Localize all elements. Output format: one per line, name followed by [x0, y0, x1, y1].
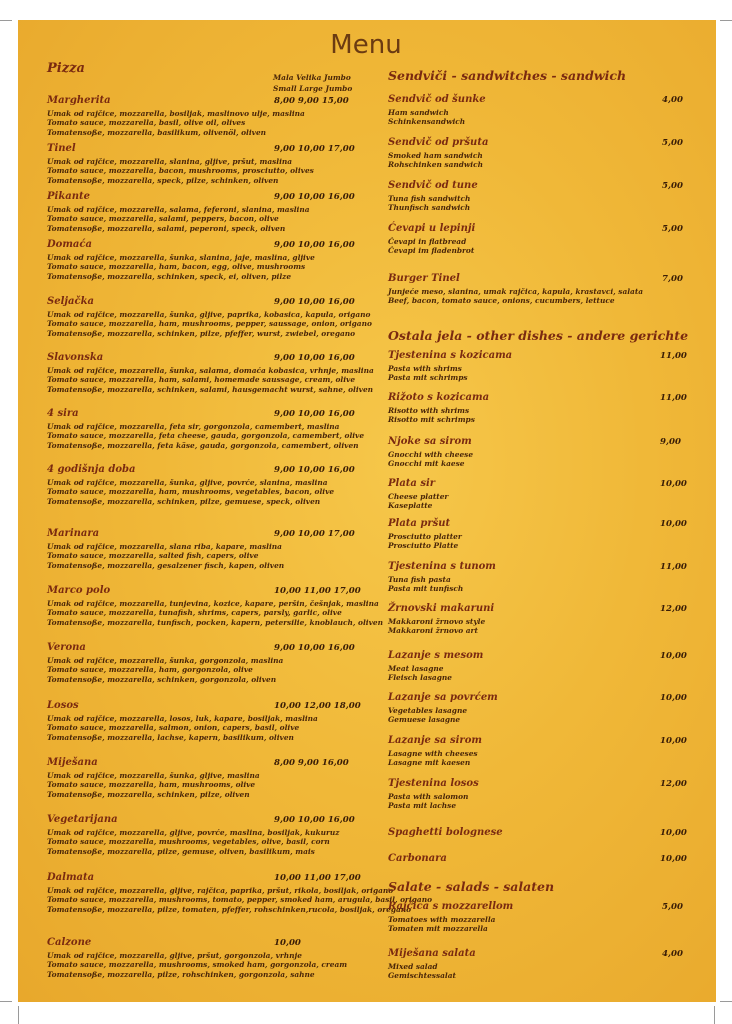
dish-item-description: [388, 492, 448, 511]
salad-item-name: Miješana salata: [388, 948, 476, 959]
description-line: Tomatensoße, mozzarella, tunfisch, pocken, kapern, petersilie, knoblauch, oliven: [47, 617, 383, 627]
dish-item-price: 11,00: [660, 562, 687, 572]
sandwich-item-price: 4,00: [662, 95, 683, 105]
pizza-item-name: Miješana: [47, 757, 98, 768]
other-dishes-heading: Ostala jela - other dishes - andere gerichte: [388, 328, 689, 343]
dish-item-name: Plata sir: [388, 478, 436, 489]
pizza-item-name: Pikante: [47, 191, 90, 202]
pizza-item-price: 9,00 10,00 16,00: [274, 643, 355, 653]
sandwich-item-description: [388, 194, 470, 213]
description-line: Tomato sauce, mozzarella, ham, salami, homemade saussage, cream, olive: [47, 375, 356, 385]
dish-item-description: [388, 706, 467, 725]
description-line: Tuna fish sandwitch: [388, 194, 471, 203]
description-line: Tomatensoße, mozzarella, lachse, kapern, basilikum, oliven: [47, 732, 294, 742]
description-line: Gemischtessalat: [388, 971, 456, 981]
description-line: Tomato sauce, mozzarella, ham, mushrooms, olive: [47, 780, 256, 790]
pizza-item-name: Vegetarijana: [47, 814, 118, 825]
description-line: Pasta with shrims: [388, 364, 462, 373]
pizza-item-description: [47, 714, 318, 742]
dish-item-price: 10,00: [660, 828, 687, 838]
pizza-item-description: [47, 542, 284, 570]
description-line: Tomatensoße, mozzarella, schinken, pilze, pfeffer, wurst, zwiebel, oregano: [47, 328, 356, 338]
description-line: Tomato sauce, mozzarella, salmon, onion, capers, basil, olive: [47, 723, 300, 733]
pizza-item-description: [47, 422, 364, 450]
size-label-local: Mala Velika Jumbo: [273, 73, 351, 82]
description-line: Smoked ham sandwich: [388, 151, 483, 160]
description-line: Tomato sauce, mozzarella, salted fish, capers, olive: [47, 551, 259, 561]
description-line: Tomatensoße, mozzarella, speck, pilze, schinken, oliven: [47, 175, 279, 185]
dish-item-name: Spaghetti bolognese: [388, 827, 503, 838]
pizza-item-name: Dalmata: [47, 872, 95, 883]
pizza-item-price: 10,00 12,00 18,00: [274, 701, 361, 711]
salad-item-description: [388, 962, 456, 981]
description-line: Tomato sauce, mozzarella, feta cheese, gauda, gorgonzola, camembert, olive: [47, 431, 365, 441]
description-line: Tomatensoße, mozzarella, schinken, pilze, gemuese, speck, oliven: [47, 496, 321, 506]
pizza-item-name: Slavonska: [47, 352, 104, 363]
sandwich-item-name: Sendvič od tune: [388, 180, 478, 191]
dish-item-price: 10,00: [660, 693, 687, 703]
description-line: Umak od rajčice, mozzarella, gljive, rajčica, paprika, pršut, rikola, bosiljak, origano: [47, 886, 394, 895]
sandwich-item-description: [388, 237, 474, 256]
sandwich-item-description: [388, 108, 465, 127]
description-line: Risotto with shrims: [388, 406, 470, 415]
salad-item-price: 5,00: [662, 902, 683, 912]
dish-item-price: 11,00: [660, 351, 687, 361]
pizza-item-name: Margherita: [47, 95, 111, 106]
description-line: Tomato sauce, mozzarella, ham, mushrooms, vegetables, bacon, olive: [47, 487, 335, 497]
description-line: Prosciutto platter: [388, 532, 462, 541]
description-line: Fleisch lasagne: [388, 673, 452, 683]
description-line: Tomatensoße, mozzarella, salami, peperoni, speck, oliven: [47, 223, 286, 233]
description-line: Umak od rajčice, mozzarella, feta sir, gorgonzola, camembert, maslina: [47, 422, 340, 431]
sandwich-item-description: [388, 151, 483, 170]
sandwich-item-name: Burger Tinel: [388, 273, 460, 284]
description-line: Umak od rajčice, mozzarella, gljive, povrće, maslina, bosiljak, kukuruz: [47, 828, 340, 837]
pizza-item-price: 9,00 10,00 16,00: [274, 409, 355, 419]
dish-item-price: 12,00: [660, 779, 687, 789]
pizza-item-description: [47, 771, 260, 799]
description-line: Umak od rajčice, mozzarella, gljive, pršut, gorgonzola, vrhnje: [47, 951, 302, 960]
pizza-item-name: Domaća: [47, 239, 92, 250]
pizza-item-price: 9,00 10,00 17,00: [274, 144, 355, 154]
pizza-item-price: 9,00 10,00 16,00: [274, 240, 355, 250]
description-line: Umak od rajčice, mozzarella, šunka, gljive, paprika, kobasica, kapula, origano: [47, 310, 371, 319]
description-line: Pasta mit schrimps: [388, 373, 468, 383]
description-line: Rohschinken sandwich: [388, 160, 483, 170]
description-line: Tomato sauce, mozzarella, mushrooms, vegetables, olive, basil, corn: [47, 837, 330, 847]
sandwich-item-name: Ćevapi u lepinji: [388, 223, 476, 234]
description-line: Tomatensoße, mozzarella, pilze, gemuse, oliven, basilikum, mais: [47, 846, 315, 856]
pizza-item-description: [47, 828, 340, 856]
pizza-item-price: 9,00 10,00 17,00: [274, 529, 355, 539]
dish-item-description: [388, 664, 452, 683]
pizza-item-price: 9,00 10,00 16,00: [274, 192, 355, 202]
description-line: Tomatensoße, mozzarella, pilze, tomaten, pfeffer, rohschinken,rucola, bosiljak, oregano: [47, 904, 412, 914]
pizza-item-name: Losos: [47, 700, 79, 711]
description-line: Junjeće meso, slanina, umak rajčica, kapula, krastavci, salata: [388, 287, 644, 296]
description-line: Umak od rajčice, mozzarella, bosiljak, maslinovo ulje, maslina: [47, 109, 305, 118]
description-line: Ćevapi im fladenbrot: [388, 246, 475, 256]
description-line: Tomatoes with mozzarella: [388, 915, 496, 924]
pizza-item-description: [47, 599, 383, 627]
description-line: Ćevapi in flatbread: [388, 237, 467, 246]
pizza-heading: Pizza: [47, 61, 85, 76]
description-line: Tomato sauce, mozzarella, tunafish, shrims, capers, parsly, garlic, olive: [47, 608, 342, 618]
dish-item-name: Njoke sa sirom: [388, 436, 472, 447]
description-line: Tomatensoße, mozzarella, schinken, salami, hausgemacht wurst, sahne, oliven: [47, 384, 374, 394]
pizza-item-name: Marco polo: [47, 585, 111, 596]
sandwich-item-price: 5,00: [662, 224, 683, 234]
dish-item-price: 10,00: [660, 519, 687, 529]
dish-item-name: Tjestenina losos: [388, 778, 479, 789]
pizza-item-price: 10,00: [274, 938, 301, 948]
dish-item-description: [388, 617, 485, 636]
pizza-item-description: [47, 656, 283, 684]
crop-mark: [18, 1006, 19, 1024]
dish-item-price: 11,00: [660, 393, 687, 403]
pizza-item-description: [47, 951, 347, 979]
description-line: Lasagne mit kaesen: [388, 758, 471, 768]
pizza-item-name: Seljačka: [47, 296, 94, 307]
description-line: Makkaroni žrnovo style: [388, 617, 486, 626]
pizza-item-name: Calzone: [47, 937, 92, 948]
description-line: Beef, bacon, tomato sauce, onions, cucumbers, lettuce: [388, 296, 615, 306]
description-line: Gemuese lasagne: [388, 715, 461, 725]
pizza-item-description: [47, 109, 305, 137]
dish-item-description: [388, 792, 468, 811]
description-line: Tomato sauce, mozzarella, mushrooms, smoked ham, gorgonzola, cream: [47, 960, 348, 970]
dish-item-name: Rižoto s kozicama: [388, 392, 490, 403]
description-line: Meat lasagne: [388, 664, 444, 673]
description-line: Umak od rajčice, mozzarella, slanina, gljive, pršut, maslina: [47, 157, 293, 166]
pizza-item-description: [47, 205, 310, 233]
description-line: Pasta mit lachse: [388, 801, 457, 811]
description-line: Makkaroni žrnovo art: [388, 626, 478, 636]
description-line: Umak od rajčice, mozzarella, šunka, gorgonzola, maslina: [47, 656, 284, 665]
sandwich-item-name: Sendvič od pršuta: [388, 137, 489, 148]
sandwiches-heading: Sendviči - sandwitches - sandwich: [388, 68, 627, 83]
crop-mark: [714, 1006, 715, 1024]
dish-item-description: [388, 450, 473, 469]
description-line: Ham sandwich: [388, 108, 449, 117]
description-line: Tomato sauce, mozzarella, ham, gorgonzola, olive: [47, 665, 253, 675]
description-line: Umak od rajčice, mozzarella, salama, feferoni, slanina, maslina: [47, 205, 310, 214]
pizza-item-description: [47, 478, 334, 506]
menu-title: Menu: [330, 30, 402, 60]
pizza-item-price: 9,00 10,00 16,00: [274, 353, 355, 363]
pizza-item-name: 4 godišnja doba: [47, 464, 136, 475]
description-line: Tomato sauce, mozzarella, mushrooms, tomato, pepper, smoked ham, arugula, basil, origano: [47, 895, 433, 905]
description-line: Risotto mit schrimps: [388, 415, 475, 425]
description-line: Tomatensoße, mozzarella, pilze, rohschinken, gorgonzola, sahne: [47, 969, 315, 979]
description-line: Umak od rajčice, mozzarella, losos, luk, kapare, bosiljak, maslina: [47, 714, 318, 723]
sandwich-item-price: 7,00: [662, 274, 683, 284]
description-line: Tomato sauce, mozzarella, salami, peppers, bacon, olive: [47, 214, 279, 224]
pizza-item-description: [47, 886, 432, 914]
salad-item-description: [388, 915, 495, 934]
pizza-item-price: 10,00 11,00 17,00: [274, 586, 361, 596]
crop-mark: [0, 1001, 12, 1002]
salads-heading: Salate - salads - salaten: [388, 879, 555, 894]
description-line: Cheese platter: [388, 492, 449, 501]
dish-item-price: 9,00: [660, 437, 681, 447]
description-line: Umak od rajčice, mozzarella, slana riba, kapare, maslina: [47, 542, 282, 551]
description-line: Tomato sauce, mozzarella, ham, bacon, egg, olive, mushrooms: [47, 262, 306, 272]
description-line: Pasta with salomon: [388, 792, 469, 801]
dish-item-price: 10,00: [660, 651, 687, 661]
crop-mark: [0, 20, 12, 21]
dish-item-name: Lazanje s mesom: [388, 650, 484, 661]
dish-item-description: [388, 406, 475, 425]
description-line: Tomatensoße, mozzarella, schinken, gorgonzola, oliven: [47, 674, 277, 684]
pizza-item-name: 4 sira: [47, 408, 79, 419]
sandwich-item-price: 5,00: [662, 181, 683, 191]
pizza-size-header: [273, 72, 352, 94]
dish-item-price: 12,00: [660, 604, 687, 614]
salad-item-price: 4,00: [662, 949, 683, 959]
description-line: Tomatensoße, mozzarella, schinken, pilze, oliven: [47, 789, 250, 799]
description-line: Tomatensoße, mozzarella, feta käse, gauda, gorgonzola, camembert, oliven: [47, 440, 359, 450]
crop-mark: [720, 1001, 732, 1002]
sandwich-item-description: [388, 287, 643, 306]
pizza-item-price: 10,00 11,00 17,00: [274, 873, 361, 883]
description-line: Umak od rajčice, mozzarella, šunka, gljive, povrće, slanina, maslina: [47, 478, 328, 487]
dish-item-name: Carbonara: [388, 853, 447, 864]
description-line: Tomato sauce, mozzarella, basil, olive oil, olives: [47, 118, 246, 128]
dish-item-description: [388, 749, 478, 768]
description-line: Tomato sauce, mozzarella, bacon, mushrooms, prosciutto, olives: [47, 166, 314, 176]
dish-item-price: 10,00: [660, 736, 687, 746]
pizza-item-name: Marinara: [47, 528, 100, 539]
crop-mark: [720, 20, 732, 21]
pizza-item-price: 8,00 9,00 15,00: [274, 96, 349, 106]
dish-item-description: [388, 575, 463, 594]
pizza-item-price: 9,00 10,00 16,00: [274, 815, 355, 825]
salad-item-name: Rajčica s mozzarellom: [388, 901, 514, 912]
dish-item-name: Tjestenina s kozicama: [388, 350, 513, 361]
dish-item-name: Lazanje sa povrćem: [388, 692, 498, 703]
description-line: Lasagne with cheeses: [388, 749, 478, 758]
sandwich-item-name: Sendvič od šunke: [388, 94, 486, 105]
dish-item-name: Žrnovski makaruni: [388, 603, 495, 614]
description-line: Prosciutto Platte: [388, 541, 459, 551]
description-line: Schinkensandwich: [388, 117, 466, 127]
pizza-item-description: [47, 310, 372, 338]
description-line: Tomaten mit mozzarella: [388, 924, 488, 934]
description-line: Kaseplatte: [388, 501, 433, 511]
pizza-item-price: 8,00 9,00 16,00: [274, 758, 349, 768]
description-line: Vegetables lasagne: [388, 706, 468, 715]
dish-item-name: Tjestenina s tunom: [388, 561, 496, 572]
description-line: Tomatensoße, mozzarella, gesalzener fisch, kapen, oliven: [47, 560, 285, 570]
dish-item-description: [388, 532, 462, 551]
description-line: Tomatensoße, mozzarella, basilikum, olivenöl, oliven: [47, 127, 267, 137]
pizza-item-description: [47, 157, 314, 185]
dish-item-price: 10,00: [660, 479, 687, 489]
description-line: Umak od rajčice, mozzarella, šunka, salama, domaća kobasica, vrhnje, maslina: [47, 366, 374, 375]
dish-item-price: 10,00: [660, 854, 687, 864]
description-line: Umak od rajčice, mozzarella, šunka, slanina, jaje, maslina, gljive: [47, 253, 315, 262]
description-line: Umak od rajčice, mozzarella, šunka, gljive, maslina: [47, 771, 260, 780]
description-line: Gnocchi mit kaese: [388, 459, 465, 469]
pizza-item-name: Tinel: [47, 143, 76, 154]
dish-item-name: Plata pršut: [388, 518, 451, 529]
description-line: Tuna fish pasta: [388, 575, 451, 584]
description-line: Tomato sauce, mozzarella, ham, mushrooms, pepper, saussage, onion, origano: [47, 319, 372, 329]
description-line: Thunfisch sandwich: [388, 203, 471, 213]
pizza-item-name: Verona: [47, 642, 86, 653]
size-label-english: Small Large Jumbo: [273, 84, 353, 93]
dish-item-name: Lazanje sa sirom: [388, 735, 482, 746]
description-line: Umak od rajčice, mozzarella, tunjevina, kozice, kapare, peršin, češnjak, maslina: [47, 599, 379, 608]
sandwich-item-price: 5,00: [662, 138, 683, 148]
description-line: Tomatensoße, mozzarella, schinken, speck, ei, oliven, pilze: [47, 271, 292, 281]
pizza-item-description: [47, 253, 315, 281]
pizza-item-description: [47, 366, 374, 394]
description-line: Pasta mit tunfisch: [388, 584, 464, 594]
pizza-item-price: 9,00 10,00 16,00: [274, 465, 355, 475]
dish-item-description: [388, 364, 468, 383]
description-line: Mixed salad: [388, 962, 438, 971]
description-line: Gnocchi with cheese: [388, 450, 474, 459]
pizza-item-price: 9,00 10,00 16,00: [274, 297, 355, 307]
